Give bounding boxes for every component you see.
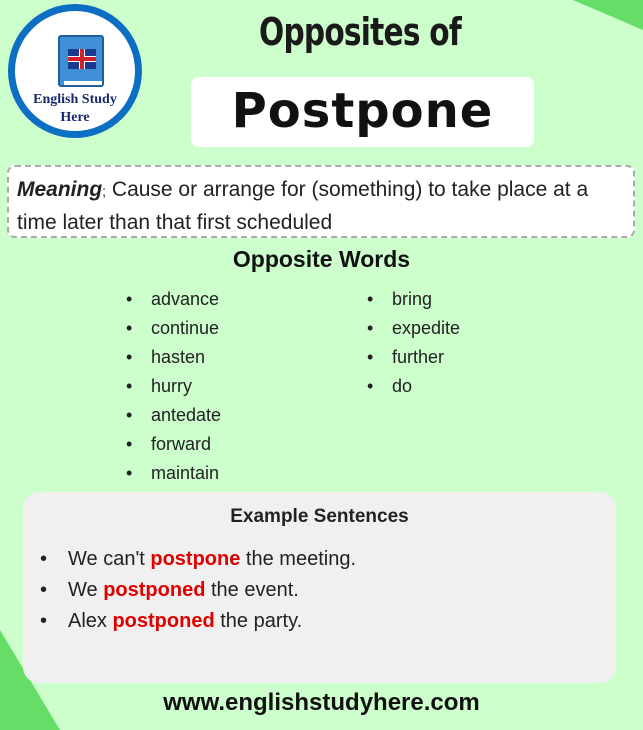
list-item: • continue [126,314,221,343]
bullet-icon: • [126,463,133,483]
bullet-icon: • [40,548,48,570]
bullet-icon: • [126,376,133,396]
bullet-icon: • [367,376,374,396]
list-item: • forward [126,430,221,459]
logo-text-line1: English Study [33,92,117,107]
logo-text-line2: Here [60,110,90,125]
list-item: • We postponed the event. [40,575,356,606]
meaning-label: Meaning [17,178,103,201]
bullet-icon: • [126,347,133,367]
title-word: Postpone [231,83,494,139]
list-item: • antedate [126,401,221,430]
opposite-words-right-list [367,285,460,401]
list-item: • hurry [126,372,221,401]
bullet-icon: • [40,610,48,632]
opposite-words-heading: Opposite Words [232,246,411,272]
example-sentences-box [23,492,616,683]
meaning-text: Cause or arrange for (something) to take place at a time later than that first scheduled [17,178,589,234]
bullet-icon: • [40,579,48,601]
uk-flag-icon [68,49,96,69]
logo-text [15,91,135,127]
highlighted-word: postpone [150,548,241,570]
logo [8,4,142,138]
website-url: www.englishstudyhere.com [163,689,480,716]
list-item: • maintain [126,459,221,488]
list-item: • bring [367,285,460,314]
bullet-icon: • [367,347,374,367]
opposite-words-left-list [126,285,221,488]
title-word-box [191,77,534,147]
list-item: • do [367,372,460,401]
list-item: • We can't postpone the meeting. [40,544,356,575]
list-item: • further [367,343,460,372]
list-item: • advance [126,285,221,314]
bullet-icon: • [126,405,133,425]
book-with-uk-flag-icon [58,35,104,87]
example-sentences-heading: Example Sentences [230,506,409,527]
bullet-icon: • [126,434,133,454]
page-title: Opposites of [259,10,461,54]
example-sentences-list [40,544,356,637]
highlighted-word: postponed [112,610,215,632]
bullet-icon: • [126,289,133,309]
meaning-separator: ; [102,183,107,199]
logo-inner-circle [15,11,135,131]
corner-decoration-top-right [573,0,643,30]
list-item: • Alex postponed the party. [40,606,356,637]
bullet-icon: • [367,318,374,338]
meaning-box [7,165,635,238]
bullet-icon: • [367,289,374,309]
list-item: • expedite [367,314,460,343]
list-item: • hasten [126,343,221,372]
highlighted-word: postponed [103,579,206,601]
bullet-icon: • [126,318,133,338]
